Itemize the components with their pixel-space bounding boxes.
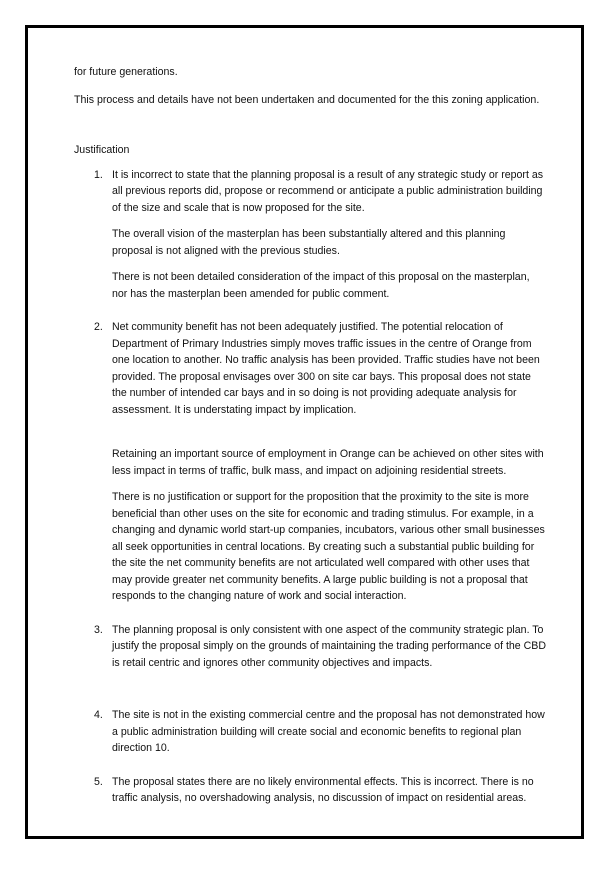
item-paragraph: There is not been detailed consideration of the impact of this proposal on the masterplan, nor has the masterplan been amended for public comment.: [112, 271, 530, 300]
item-paragraph: Net community benefit has not been adequately justified. The potential relocation of Department of Primary Industries simply moves traffic issues in the centre of Orange from one location to another. No traffic analysis has been provided. Traffic studies have not been provided. The proposal envisages over 300 on site car bays. This proposal does not state the number of intended car bays and in so doing is not providing adequate analysis for assessment. It is understating impact by implication.: [112, 321, 540, 416]
item-paragraph: Retaining an important source of employment in Orange can be achieved on other sites with less impact in terms of traffic, bulk mass, and impact on adjoining residential streets.: [112, 448, 544, 477]
list-item-5: [74, 774, 546, 807]
item-paragraph: The planning proposal is only consistent with one aspect of the community strategic plan. To justify the proposal simply on the grounds of maintaining the trading performance of the CBD is retail centric and ignores other community objectives and impacts.: [112, 623, 546, 669]
item-paragraph: There is no justification or support for the proposition that the proximity to the site is more beneficial than other uses on the site for economic and trading stimulus. For example, in a changing and dynamic world start-up companies, incubators, various other small businesses all seek opportunities in central locations. By creating such a substantial public building for the site the net community benefits are not articulated well compared with other uses that may provide greater net community benefits. A large public building is not a proposal that responds to the changing nature of work and social interaction.: [112, 491, 545, 602]
item-paragraph: The proposal states there are no likely environmental effects. This is incorrect. There is no traffic analysis, no overshadowing analysis, no discussion of impact on residential areas.: [112, 775, 534, 804]
list-number: 3.: [94, 623, 103, 636]
item-paragraph: It is incorrect to state that the planning proposal is a result of any strategic study or report as all previous reports did, propose or recommend or anticipate a public administration building of the size and scale that is now proposed for the site.: [112, 168, 544, 214]
list-item-4: [74, 707, 546, 757]
list-item-3: [74, 622, 546, 672]
list-number: 2.: [94, 321, 103, 333]
document-body: [74, 64, 546, 807]
list-item-1: [74, 167, 546, 217]
list-item-2: [74, 319, 546, 418]
intro-statement: This process and details have not been undertaken and documented for the this zoning application.: [74, 93, 540, 106]
list-number: 1.: [94, 168, 103, 181]
item-paragraph: The overall vision of the masterplan has been substantially altered and this planning proposal is not aligned with the previous studies.: [112, 228, 506, 257]
item-paragraph: The site is not in the existing commercial centre and the proposal has not demonstrated how a public administration building will create social and economic benefits to regional plan direction 10.: [112, 709, 545, 754]
list-number: 5.: [94, 775, 103, 788]
list-number: 4.: [94, 709, 103, 721]
section-heading: Justification: [74, 144, 130, 156]
intro-line: for future generations.: [74, 66, 178, 78]
